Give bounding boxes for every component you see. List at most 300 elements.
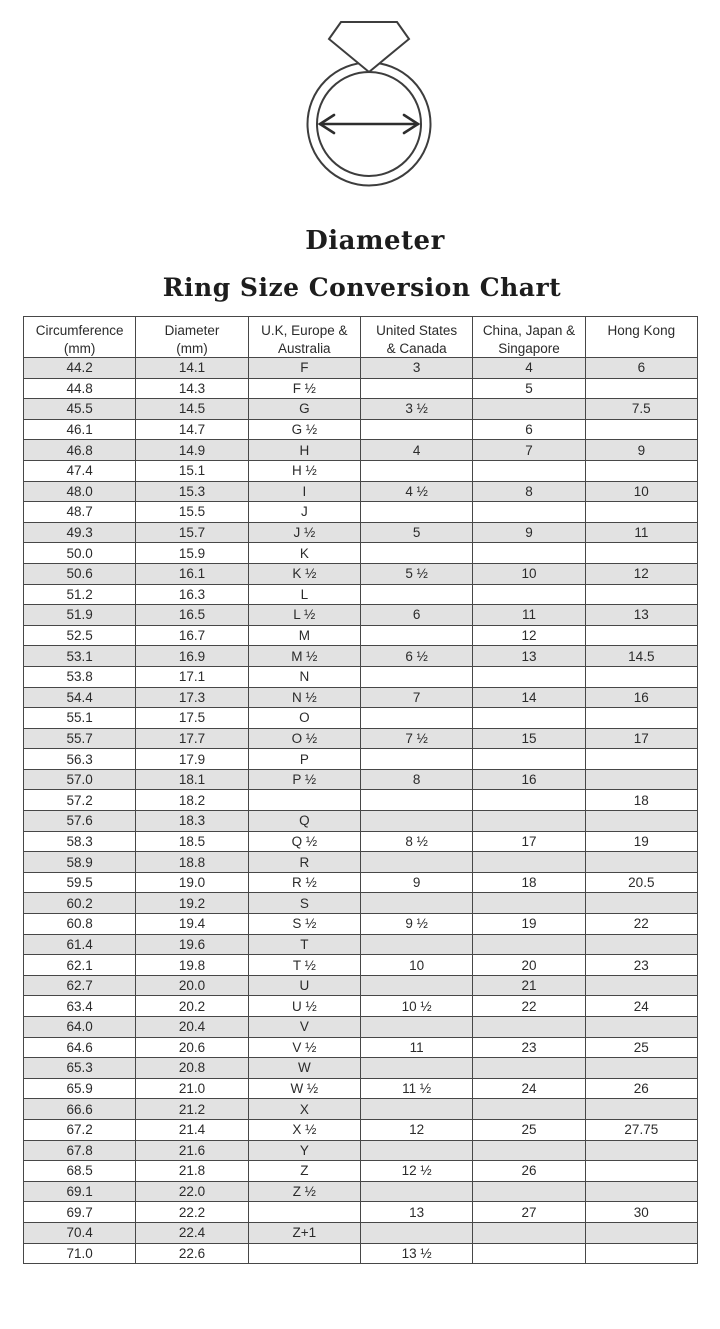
table-cell: 56.3 xyxy=(24,749,136,770)
table-cell xyxy=(473,1243,585,1264)
table-cell: 49.3 xyxy=(24,522,136,543)
table-cell: 20.5 xyxy=(585,872,697,893)
table-cell: 17.7 xyxy=(136,728,248,749)
table-row xyxy=(24,708,698,729)
table-row xyxy=(24,666,698,687)
table-cell xyxy=(585,1243,697,1264)
table-cell xyxy=(585,975,697,996)
table-cell: 11 xyxy=(585,522,697,543)
table-cell: 15.3 xyxy=(136,481,248,502)
table-cell: 50.6 xyxy=(24,563,136,584)
table-cell xyxy=(360,419,472,440)
table-row xyxy=(24,934,698,955)
diamond-ring-icon xyxy=(259,14,479,194)
table-cell xyxy=(360,378,472,399)
table-cell: 19.2 xyxy=(136,893,248,914)
table-cell: 13 xyxy=(473,646,585,667)
table-cell: S xyxy=(248,893,360,914)
table-cell: 26 xyxy=(585,1078,697,1099)
table-cell xyxy=(473,1099,585,1120)
table-cell: 10 xyxy=(360,955,472,976)
table-cell: 50.0 xyxy=(24,543,136,564)
table-cell xyxy=(585,543,697,564)
table-cell xyxy=(473,934,585,955)
table-cell xyxy=(585,1099,697,1120)
table-row xyxy=(24,399,698,420)
table-cell: 67.2 xyxy=(24,1119,136,1140)
table-cell: 68.5 xyxy=(24,1161,136,1182)
table-row xyxy=(24,605,698,626)
table-row xyxy=(24,481,698,502)
table-cell: V xyxy=(248,1017,360,1038)
table-cell: P xyxy=(248,749,360,770)
table-row xyxy=(24,1222,698,1243)
table-cell: U xyxy=(248,975,360,996)
table-cell xyxy=(585,1017,697,1038)
table-cell xyxy=(473,1140,585,1161)
table-cell xyxy=(360,708,472,729)
table-cell: I xyxy=(248,481,360,502)
header-line: (mm) xyxy=(63,340,96,356)
table-cell xyxy=(360,460,472,481)
table-cell: 6 xyxy=(473,419,585,440)
table-cell: 46.8 xyxy=(24,440,136,461)
table-cell: 14.3 xyxy=(136,378,248,399)
table-cell: 53.8 xyxy=(24,666,136,687)
table-cell xyxy=(360,934,472,955)
table-cell: 62.1 xyxy=(24,955,136,976)
table-cell: 22.6 xyxy=(136,1243,248,1264)
table-cell xyxy=(585,811,697,832)
table-cell: 16 xyxy=(473,769,585,790)
table-cell xyxy=(585,749,697,770)
table-cell: Z+1 xyxy=(248,1222,360,1243)
table-cell: 17.3 xyxy=(136,687,248,708)
table-cell: 21.6 xyxy=(136,1140,248,1161)
table-cell xyxy=(585,666,697,687)
table-cell: 21.4 xyxy=(136,1119,248,1140)
table-cell: O xyxy=(248,708,360,729)
table-cell: Q ½ xyxy=(248,831,360,852)
table-cell: 23 xyxy=(473,1037,585,1058)
table-cell: 16.3 xyxy=(136,584,248,605)
table-row xyxy=(24,914,698,935)
table-cell: 48.0 xyxy=(24,481,136,502)
table-cell xyxy=(360,1140,472,1161)
table-cell: 18.8 xyxy=(136,852,248,873)
table-row xyxy=(24,1161,698,1182)
table-cell: F xyxy=(248,358,360,379)
column-header-diameter xyxy=(136,317,248,358)
table-cell: 53.1 xyxy=(24,646,136,667)
table-cell: 8 xyxy=(473,481,585,502)
table-cell xyxy=(585,934,697,955)
table-cell: 20.4 xyxy=(136,1017,248,1038)
table-cell: J ½ xyxy=(248,522,360,543)
table-cell: 18 xyxy=(473,872,585,893)
table-cell: 54.4 xyxy=(24,687,136,708)
table-row xyxy=(24,358,698,379)
table-cell xyxy=(473,399,585,420)
table-cell xyxy=(473,584,585,605)
table-cell: 60.2 xyxy=(24,893,136,914)
table-cell: 59.5 xyxy=(24,872,136,893)
table-cell xyxy=(248,1202,360,1223)
table-cell: H ½ xyxy=(248,460,360,481)
table-cell xyxy=(360,1222,472,1243)
table-cell: 69.7 xyxy=(24,1202,136,1223)
header-row xyxy=(24,317,698,358)
table-cell: 20.0 xyxy=(136,975,248,996)
table-cell: 64.6 xyxy=(24,1037,136,1058)
table-cell: 24 xyxy=(585,996,697,1017)
table-cell: L ½ xyxy=(248,605,360,626)
table-cell: 16.5 xyxy=(136,605,248,626)
table-row xyxy=(24,625,698,646)
table-cell xyxy=(585,893,697,914)
table-cell: 9 xyxy=(360,872,472,893)
table-cell xyxy=(473,543,585,564)
table-cell: Y xyxy=(248,1140,360,1161)
table-cell: 21.8 xyxy=(136,1161,248,1182)
table-cell: O ½ xyxy=(248,728,360,749)
table-cell: 16.7 xyxy=(136,625,248,646)
table-row xyxy=(24,893,698,914)
table-row xyxy=(24,1058,698,1079)
table-cell: 14.7 xyxy=(136,419,248,440)
table-cell xyxy=(473,1017,585,1038)
table-cell: 65.3 xyxy=(24,1058,136,1079)
table-cell: 57.6 xyxy=(24,811,136,832)
table-cell: X xyxy=(248,1099,360,1120)
table-cell: R xyxy=(248,852,360,873)
table-cell xyxy=(473,811,585,832)
table-cell: 18.3 xyxy=(136,811,248,832)
header-line: Singapore xyxy=(498,340,560,356)
table-cell xyxy=(360,584,472,605)
table-cell xyxy=(585,1058,697,1079)
table-cell: N ½ xyxy=(248,687,360,708)
table-cell xyxy=(473,708,585,729)
table-cell xyxy=(473,790,585,811)
table-cell: H xyxy=(248,440,360,461)
column-header-hong-kong xyxy=(585,317,697,358)
table-row xyxy=(24,687,698,708)
table-cell: 15 xyxy=(473,728,585,749)
table-cell: 55.7 xyxy=(24,728,136,749)
table-cell xyxy=(585,502,697,523)
table-cell: 18.2 xyxy=(136,790,248,811)
table-cell xyxy=(360,502,472,523)
table-cell: F ½ xyxy=(248,378,360,399)
table-cell: 21.0 xyxy=(136,1078,248,1099)
table-cell: U ½ xyxy=(248,996,360,1017)
table-cell xyxy=(360,975,472,996)
table-row xyxy=(24,790,698,811)
table-cell: 58.3 xyxy=(24,831,136,852)
table-cell: 45.5 xyxy=(24,399,136,420)
table-row xyxy=(24,502,698,523)
table-cell: 6 xyxy=(360,605,472,626)
table-cell xyxy=(360,852,472,873)
table-row xyxy=(24,769,698,790)
table-cell: 14.5 xyxy=(136,399,248,420)
header-line: U.K, Europe & xyxy=(261,323,348,338)
header-line: Australia xyxy=(278,340,331,356)
table-row xyxy=(24,584,698,605)
table-cell: 19 xyxy=(585,831,697,852)
table-row xyxy=(24,996,698,1017)
table-row xyxy=(24,563,698,584)
table-row xyxy=(24,1078,698,1099)
table-cell: 27 xyxy=(473,1202,585,1223)
table-cell: 25 xyxy=(585,1037,697,1058)
table-header xyxy=(24,317,698,358)
table-cell: 14 xyxy=(473,687,585,708)
table-cell: 15.1 xyxy=(136,460,248,481)
table-cell xyxy=(360,1181,472,1202)
table-body xyxy=(24,358,698,1264)
ring-size-conversion-table xyxy=(23,316,698,1264)
table-cell: 30 xyxy=(585,1202,697,1223)
table-cell: 48.7 xyxy=(24,502,136,523)
table-cell xyxy=(585,1181,697,1202)
table-cell: 62.7 xyxy=(24,975,136,996)
table-row xyxy=(24,811,698,832)
table-cell: 18.5 xyxy=(136,831,248,852)
table-cell xyxy=(585,1140,697,1161)
table-cell: 5 ½ xyxy=(360,563,472,584)
table-cell: 19.0 xyxy=(136,872,248,893)
table-cell: 4 xyxy=(473,358,585,379)
table-row xyxy=(24,543,698,564)
table-cell: 52.5 xyxy=(24,625,136,646)
table-cell xyxy=(360,1058,472,1079)
column-header-uk-europe-australia xyxy=(248,317,360,358)
table-cell: 22 xyxy=(585,914,697,935)
table-cell: 9 xyxy=(473,522,585,543)
table-cell xyxy=(473,893,585,914)
table-cell: 20.6 xyxy=(136,1037,248,1058)
table-cell: 58.9 xyxy=(24,852,136,873)
table-cell: 8 ½ xyxy=(360,831,472,852)
table-cell: 11 ½ xyxy=(360,1078,472,1099)
table-cell: 47.4 xyxy=(24,460,136,481)
table-cell: 22.2 xyxy=(136,1202,248,1223)
table-cell xyxy=(585,584,697,605)
table-cell: V ½ xyxy=(248,1037,360,1058)
table-cell: 44.2 xyxy=(24,358,136,379)
table-cell xyxy=(585,769,697,790)
table-cell: 61.4 xyxy=(24,934,136,955)
table-cell: 12 xyxy=(360,1119,472,1140)
table-cell: 10 xyxy=(473,563,585,584)
table-cell: 9 xyxy=(585,440,697,461)
table-cell: 20.2 xyxy=(136,996,248,1017)
table-cell: 7 xyxy=(473,440,585,461)
table-cell: K xyxy=(248,543,360,564)
table-cell: 17.9 xyxy=(136,749,248,770)
table-cell: 57.0 xyxy=(24,769,136,790)
table-row xyxy=(24,440,698,461)
table-cell: 18 xyxy=(585,790,697,811)
table-cell xyxy=(360,811,472,832)
table-cell xyxy=(360,1099,472,1120)
table-cell: 10 ½ xyxy=(360,996,472,1017)
table-cell: G xyxy=(248,399,360,420)
table-cell xyxy=(248,1243,360,1264)
table-cell: 23 xyxy=(585,955,697,976)
table-cell: 16.1 xyxy=(136,563,248,584)
column-header-china-japan-singapore xyxy=(473,317,585,358)
page-title: Ring Size Conversion Chart xyxy=(162,273,562,302)
table-cell: 15.9 xyxy=(136,543,248,564)
table-cell xyxy=(473,1058,585,1079)
table-cell: 9 ½ xyxy=(360,914,472,935)
table-cell: 14.1 xyxy=(136,358,248,379)
table-cell: 17.5 xyxy=(136,708,248,729)
table-cell: 26 xyxy=(473,1161,585,1182)
table-cell: 3 ½ xyxy=(360,399,472,420)
table-cell: M ½ xyxy=(248,646,360,667)
table-cell: 19.8 xyxy=(136,955,248,976)
table-row xyxy=(24,1202,698,1223)
table-row xyxy=(24,1243,698,1264)
table-cell: 65.9 xyxy=(24,1078,136,1099)
table-cell: R ½ xyxy=(248,872,360,893)
table-cell xyxy=(473,460,585,481)
header-line: United States xyxy=(376,323,458,338)
table-cell xyxy=(360,1017,472,1038)
table-cell: 51.2 xyxy=(24,584,136,605)
table-cell xyxy=(585,708,697,729)
table-cell xyxy=(585,378,697,399)
table-cell: 20.8 xyxy=(136,1058,248,1079)
table-cell: 12 ½ xyxy=(360,1161,472,1182)
table-cell xyxy=(473,1181,585,1202)
table-cell: 17 xyxy=(585,728,697,749)
column-header-us-canada xyxy=(360,317,472,358)
table-cell xyxy=(248,790,360,811)
table-row xyxy=(24,1140,698,1161)
table-cell: 4 xyxy=(360,440,472,461)
diamond-icon xyxy=(329,22,409,72)
table-cell: 13 ½ xyxy=(360,1243,472,1264)
table-row xyxy=(24,955,698,976)
header-line: Diameter xyxy=(164,323,220,338)
table-cell: S ½ xyxy=(248,914,360,935)
table-cell: 25 xyxy=(473,1119,585,1140)
table-cell: N xyxy=(248,666,360,687)
table-row xyxy=(24,419,698,440)
table-cell xyxy=(473,1222,585,1243)
table-cell xyxy=(360,790,472,811)
table-cell xyxy=(360,543,472,564)
table-cell: 22 xyxy=(473,996,585,1017)
table-row xyxy=(24,749,698,770)
table-cell: 15.5 xyxy=(136,502,248,523)
table-cell: 6 xyxy=(585,358,697,379)
table-cell: 5 xyxy=(360,522,472,543)
table-cell: 12 xyxy=(473,625,585,646)
header-line: (mm) xyxy=(176,340,208,356)
table-cell: 60.8 xyxy=(24,914,136,935)
table-cell: Z ½ xyxy=(248,1181,360,1202)
table-cell: T xyxy=(248,934,360,955)
table-row xyxy=(24,1037,698,1058)
table-cell: 14.5 xyxy=(585,646,697,667)
table-row xyxy=(24,1119,698,1140)
diameter-caption: Diameter xyxy=(305,226,445,256)
table-cell: M xyxy=(248,625,360,646)
table-cell: 14.9 xyxy=(136,440,248,461)
header-line: China, Japan & xyxy=(482,323,576,338)
header-line: & Canada xyxy=(386,340,447,356)
table-cell: 7 ½ xyxy=(360,728,472,749)
table-cell xyxy=(585,419,697,440)
table-cell: 17.1 xyxy=(136,666,248,687)
table-cell: 16 xyxy=(585,687,697,708)
table-row xyxy=(24,522,698,543)
table-cell: 19 xyxy=(473,914,585,935)
table-cell: 63.4 xyxy=(24,996,136,1017)
table-cell: 4 ½ xyxy=(360,481,472,502)
table-cell: 13 xyxy=(360,1202,472,1223)
table-cell xyxy=(585,852,697,873)
table-row xyxy=(24,852,698,873)
header-line: Hong Kong xyxy=(607,323,676,338)
diameter-arrow-icon xyxy=(320,115,418,133)
table-cell: 18.1 xyxy=(136,769,248,790)
table-row xyxy=(24,1181,698,1202)
table-cell: 10 xyxy=(585,481,697,502)
table-cell: 57.2 xyxy=(24,790,136,811)
table-cell: 8 xyxy=(360,769,472,790)
table-row xyxy=(24,831,698,852)
column-header-circumference xyxy=(24,317,136,358)
table-row xyxy=(24,1017,698,1038)
table-row xyxy=(24,1099,698,1120)
table-cell xyxy=(360,625,472,646)
table-cell: P ½ xyxy=(248,769,360,790)
table-row xyxy=(24,728,698,749)
table-cell: 11 xyxy=(360,1037,472,1058)
table-cell: 51.9 xyxy=(24,605,136,626)
table-cell: 13 xyxy=(585,605,697,626)
table-cell: Z xyxy=(248,1161,360,1182)
table-cell: 20 xyxy=(473,955,585,976)
table-cell: 19.4 xyxy=(136,914,248,935)
table-cell: 64.0 xyxy=(24,1017,136,1038)
table-cell xyxy=(473,749,585,770)
table-cell: 44.8 xyxy=(24,378,136,399)
table-cell: 6 ½ xyxy=(360,646,472,667)
table-cell: K ½ xyxy=(248,563,360,584)
table-cell xyxy=(585,460,697,481)
table-cell: 5 xyxy=(473,378,585,399)
table-cell: G ½ xyxy=(248,419,360,440)
table-cell: T ½ xyxy=(248,955,360,976)
table-cell: 15.7 xyxy=(136,522,248,543)
table-cell: 19.6 xyxy=(136,934,248,955)
table-cell xyxy=(585,625,697,646)
table-row xyxy=(24,460,698,481)
table-cell xyxy=(473,502,585,523)
table-cell: 66.6 xyxy=(24,1099,136,1120)
table-cell xyxy=(473,666,585,687)
table-cell: 22.4 xyxy=(136,1222,248,1243)
table-cell: 11 xyxy=(473,605,585,626)
